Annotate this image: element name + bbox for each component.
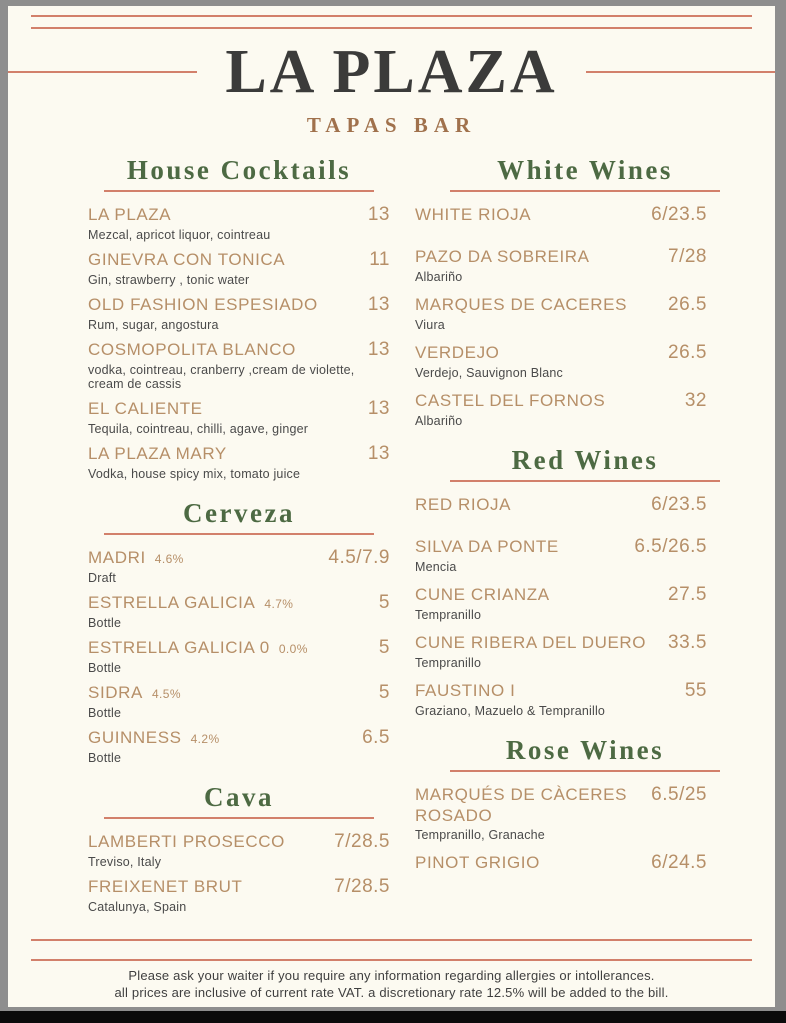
item-price: 13 (367, 294, 390, 315)
item-price: 11 (369, 249, 390, 270)
right-column (415, 154, 755, 921)
item-name: CUNE RIBERA DEL DUERO (415, 633, 647, 652)
menu-item (415, 680, 755, 718)
top-double-rule (31, 15, 752, 29)
item-description: Mencia (415, 560, 457, 574)
section-title: Cava (204, 782, 274, 812)
menu-item (415, 584, 755, 622)
item-price: 6.5/26.5 (634, 536, 707, 557)
item-description: Bottle (88, 706, 122, 720)
section-cerveza (88, 497, 390, 765)
item-name: MARQUES DE CACERES (415, 295, 628, 314)
section-underline (450, 480, 720, 482)
item-description: Tequila, cointreau, chilli, agave, ginger (88, 422, 309, 436)
item-description: Graziano, Mazuelo & Tempranillo (415, 704, 606, 718)
menu-item-line (415, 294, 755, 316)
page-subtitle: TAPAS BAR (306, 113, 477, 137)
item-price: 6/23.5 (651, 494, 707, 515)
menu-item-line (88, 398, 390, 420)
menu-header (8, 39, 775, 105)
menu-item-line (415, 680, 755, 702)
item-price: 5 (378, 637, 390, 658)
menu-item (88, 249, 390, 287)
item-name: EL CALIENTE (88, 399, 203, 418)
item-price: 7/28 (668, 246, 707, 267)
item-name: LAMBERTI PROSECCO (88, 832, 285, 851)
item-description: Draft (88, 571, 117, 585)
item-abv: 4.5% (151, 687, 181, 701)
section-title: Red Wines (511, 445, 659, 475)
item-price: 13 (367, 204, 390, 225)
menu-item-line (88, 249, 390, 271)
top-rule-line-2 (31, 27, 752, 29)
section-red-wines (415, 444, 755, 718)
menu-item-line (88, 204, 390, 226)
item-description: Vodka, house spicy mix, tomato juice (88, 467, 301, 481)
item-description: Tempranillo, Granache (415, 828, 545, 842)
item-description: Verdejo, Sauvignon Blanc (415, 366, 563, 380)
item-price: 4.5/7.9 (328, 547, 390, 568)
menu-item-line (415, 632, 755, 654)
section-items (415, 784, 755, 874)
menu-item-line (415, 852, 755, 874)
footer-note (8, 967, 775, 1001)
section-underline (104, 533, 374, 535)
item-name: LA PLAZA (88, 205, 172, 224)
menu-item (88, 682, 390, 720)
item-price: 13 (367, 339, 390, 360)
section-title: Rose Wines (505, 735, 665, 765)
menu-item (88, 294, 390, 332)
section-title: House Cocktails (126, 155, 352, 185)
item-price: 13 (367, 398, 390, 419)
item-name: GINEVRA CON TONICA (88, 250, 286, 269)
item-description: Rum, sugar, angostura (88, 318, 219, 332)
menu-item-line (415, 536, 755, 558)
item-name: GUINNESS (88, 728, 182, 747)
bottom-rule-line-1 (31, 939, 752, 941)
item-description: Tempranillo (415, 656, 482, 670)
item-name: FAUSTINO I (415, 681, 516, 700)
menu-item-line (88, 727, 390, 749)
item-price: 27.5 (668, 584, 707, 605)
menu-item (415, 536, 755, 574)
item-description: Catalunya, Spain (88, 900, 187, 914)
item-price: 6/23.5 (651, 204, 707, 225)
item-price: 5 (378, 682, 390, 703)
item-name: PINOT GRIGIO (415, 853, 540, 872)
item-description: Gin, strawberry , tonic water (88, 273, 250, 287)
menu-item (415, 852, 755, 874)
section-underline (450, 770, 720, 772)
menu-item (415, 204, 755, 226)
page-title: LA PLAZA (225, 38, 558, 106)
section-cava (88, 781, 390, 914)
top-rule-line-1 (31, 15, 752, 17)
menu-item (88, 398, 390, 436)
title-side-line-left (8, 71, 197, 73)
item-description: Albariño (415, 270, 463, 284)
item-name: CUNE CRIANZA (415, 585, 550, 604)
item-description: Bottle (88, 616, 122, 630)
item-name: SIDRA (88, 683, 143, 702)
item-name: VERDEJO (415, 343, 500, 362)
item-name: SILVA DA PONTE (415, 537, 559, 556)
item-name: FREIXENET BRUT (88, 877, 243, 896)
menu-item-line (88, 443, 390, 465)
menu-item-line (415, 390, 755, 412)
item-description: Mezcal, apricot liquor, cointreau (88, 228, 271, 242)
item-description: Bottle (88, 751, 122, 765)
section-items (88, 547, 390, 765)
item-price: 5 (378, 592, 390, 613)
item-name: ESTRELLA GALICIA 0 (88, 638, 270, 657)
item-price: 33.5 (668, 632, 707, 653)
item-name: CASTEL DEL FORNOS (415, 391, 606, 410)
item-price: 6.5 (362, 727, 390, 748)
menu-item (415, 784, 755, 842)
footer-line-vat: all prices are inclusive of current rate VAT. a discretionary rate 12.5% will be added to the bill. (114, 985, 669, 1000)
item-price: 32 (684, 390, 707, 411)
item-description: Bottle (88, 661, 122, 675)
section-title: Cerveza (183, 498, 295, 528)
section-house-cocktails (88, 154, 390, 481)
item-price: 6.5/25 (651, 784, 707, 805)
item-description: Treviso, Italy (88, 855, 162, 869)
item-price: 55 (684, 680, 707, 701)
menu-item (415, 494, 755, 516)
menu-item-line (88, 831, 390, 853)
item-description: Tempranillo (415, 608, 482, 622)
footer-line-allergies: Please ask your waiter if you require any information regarding allergies or intollerances. (128, 968, 655, 983)
section-title: White Wines (497, 155, 673, 185)
menu-item (88, 204, 390, 242)
section-underline (104, 817, 374, 819)
item-abv: 0.0% (278, 642, 308, 656)
item-description: vodka, cointreau, cranberry ,cream de violette, cream de cassis (88, 363, 355, 391)
menu-item-line (88, 592, 390, 614)
bottom-rule-line-2 (31, 959, 752, 961)
menu-item-line (415, 246, 755, 268)
section-items (88, 831, 390, 914)
left-column (88, 154, 390, 921)
menu-item (415, 342, 755, 380)
item-price: 26.5 (668, 294, 707, 315)
section-items (88, 204, 390, 481)
menu-item (415, 246, 755, 284)
item-price: 6/24.5 (651, 852, 707, 873)
menu-item-line (88, 339, 390, 361)
menu-item (88, 831, 390, 869)
section-rose-wines (415, 734, 755, 874)
section-underline (450, 190, 720, 192)
menu-item-line (415, 584, 755, 606)
menu-item-line (415, 494, 755, 516)
section-underline (104, 190, 374, 192)
menu-columns (88, 154, 755, 921)
menu-item (88, 727, 390, 765)
item-price: 13 (367, 443, 390, 464)
menu-item-line (88, 294, 390, 316)
menu-item (88, 637, 390, 675)
menu-item (88, 876, 390, 914)
item-price: 7/28.5 (334, 876, 390, 897)
section-items (415, 494, 755, 718)
menu-page (8, 6, 775, 1007)
item-name: COSMOPOLITA BLANCO (88, 340, 296, 359)
menu-item-line (88, 637, 390, 659)
item-abv: 4.6% (154, 552, 184, 566)
menu-item-line (88, 682, 390, 704)
item-price: 26.5 (668, 342, 707, 363)
title-side-line-right (586, 71, 775, 73)
section-items (415, 204, 755, 428)
menu-item (88, 339, 390, 391)
menu-item (415, 294, 755, 332)
item-name: ESTRELLA GALICIA (88, 593, 256, 612)
item-name: MADRI (88, 548, 146, 567)
item-description: Albariño (415, 414, 463, 428)
menu-item-line (415, 342, 755, 364)
menu-item-line (88, 547, 390, 569)
menu-item (88, 592, 390, 630)
bottom-double-rule (31, 939, 752, 961)
item-name: RED RIOJA (415, 495, 512, 514)
menu-item (415, 632, 755, 670)
menu-item-line (88, 876, 390, 898)
item-abv: 4.2% (190, 732, 220, 746)
section-white-wines (415, 154, 755, 428)
item-name: LA PLAZA MARY (88, 444, 227, 463)
menu-item-line (415, 784, 755, 826)
item-name: MARQUÉS DE CÀCERES ROSADO (415, 785, 628, 825)
item-price: 7/28.5 (334, 831, 390, 852)
item-abv: 4.7% (264, 597, 294, 611)
item-name: OLD FASHION ESPESIADO (88, 295, 318, 314)
menu-item-line (415, 204, 755, 226)
item-name: WHITE RIOJA (415, 205, 532, 224)
menu-item (415, 390, 755, 428)
menu-item (88, 443, 390, 481)
item-name: PAZO DA SOBREIRA (415, 247, 590, 266)
menu-item (88, 547, 390, 585)
item-description: Viura (415, 318, 445, 332)
